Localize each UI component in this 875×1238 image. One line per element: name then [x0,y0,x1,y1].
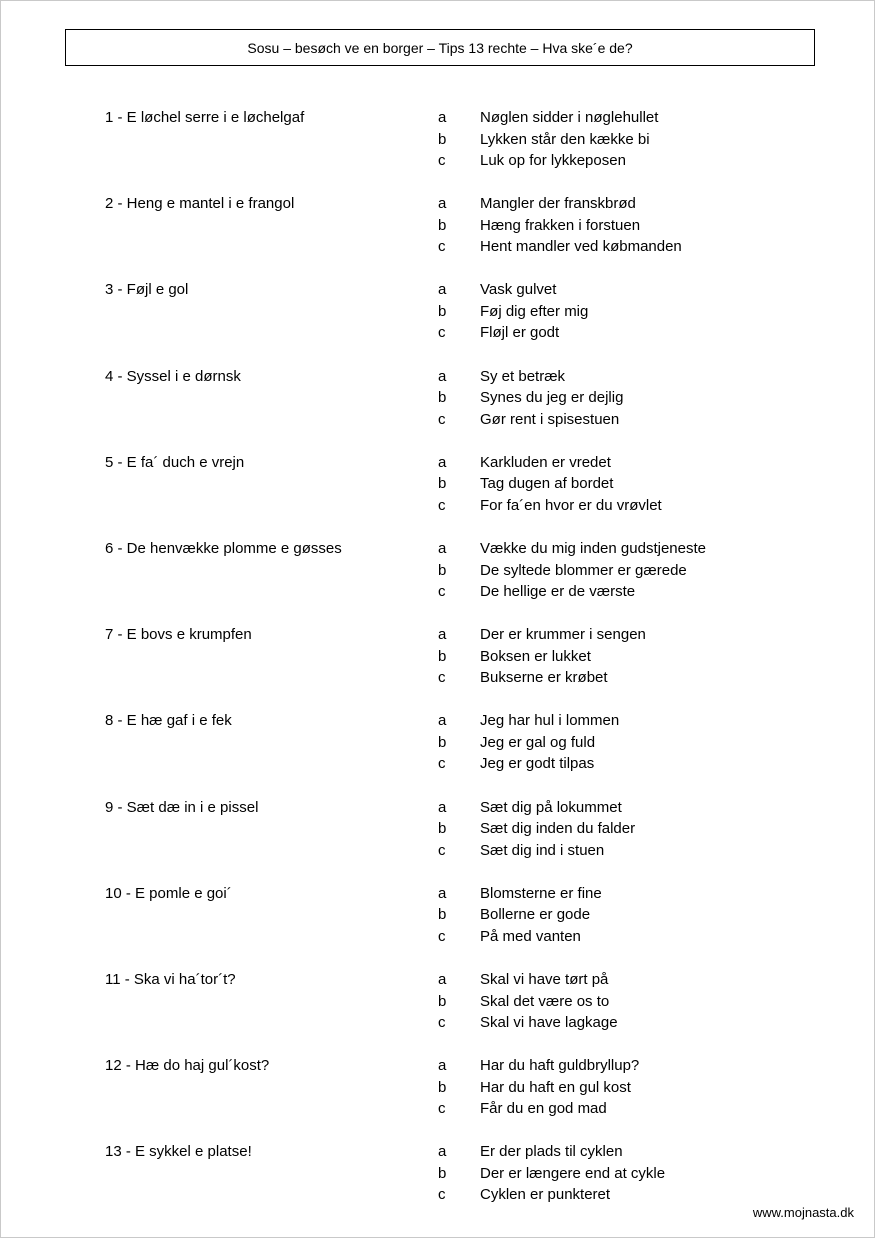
option-text: Skal vi have lagkage [480,1014,618,1031]
option-row [1,818,875,840]
option-letter: b [438,820,447,838]
option-row [1,581,875,603]
footer-url: www.mojnasta.dk [752,1205,854,1220]
option-letter: a [438,453,447,471]
option-letter: c [438,669,446,687]
option-text: Hæng frakken i forstuen [480,216,641,234]
option-letter: a [438,798,447,816]
option-text: Tag dugen af bordet [480,475,614,493]
option-text: De syltede blommer er gærede [480,561,687,579]
option-row [1,991,875,1013]
option-letter: c [438,496,446,514]
question-block [1,279,875,345]
question-block [1,969,875,1035]
option-text: Nøglen sidder i nøglehullet [480,109,659,126]
option-row [1,1012,875,1034]
option-text: Får du en god mad [480,1100,607,1118]
option-text: Der er krummer i sengen [480,626,646,644]
option-row [1,797,875,819]
question-label: 3 - Føjl e gol [105,281,189,299]
option-text: Boksen er lukket [480,647,591,665]
option-letter: c [438,410,446,428]
option-text: Er der plads til cyklen [480,1143,623,1161]
option-row [1,1077,875,1099]
option-row [1,1141,875,1163]
question-block [1,193,875,259]
option-text: Der er længere end at cykle [480,1164,666,1182]
question-label: 9 - Sæt dæ in i e pissel [105,798,259,816]
option-letter: b [438,130,447,148]
option-row [1,473,875,495]
option-letter: a [438,712,447,730]
option-text: Fløjl er godt [480,324,560,342]
option-row [1,107,875,129]
option-row [1,1055,875,1077]
question-label: 4 - Syssel i e dørnsk [105,367,241,385]
option-text: Føj dig efter mig [480,302,589,320]
option-letter: c [438,324,446,342]
option-letter: b [438,1164,447,1182]
question-label: 5 - E fa´ duch e vrejn [105,453,245,471]
option-letter: b [438,992,447,1010]
question-label: 7 - E bovs e krumpfen [105,626,252,644]
question-label: 8 - E hæ gaf i e fek [105,712,232,730]
option-letter: b [438,906,447,924]
option-letter: b [438,389,447,407]
option-text: Sæt dig inden du falder [480,820,636,838]
option-row [1,366,875,388]
option-row [1,1098,875,1120]
option-row [1,883,875,905]
option-letter: b [438,733,447,751]
title-box [65,29,815,66]
option-letter: c [438,152,446,169]
option-row [1,753,875,775]
option-text: De hellige er de værste [480,583,636,600]
option-text: Har du haft guldbryllup? [480,1057,640,1075]
option-text: Vække du mig inden gudstjeneste [480,540,706,557]
option-text: Skal det være os to [480,992,610,1010]
option-letter: c [438,583,446,600]
option-letter: a [438,1143,447,1161]
option-text: Jeg er godt tilpas [480,755,595,773]
question-block [1,797,875,863]
option-row [1,301,875,323]
question-block [1,1055,875,1121]
question-label: 2 - Heng e mantel i e frangol [105,195,295,213]
option-row [1,538,875,560]
option-text: Vask gulvet [480,281,557,299]
option-row [1,193,875,215]
option-letter: c [438,1014,446,1031]
option-letter: a [438,540,447,557]
option-row [1,129,875,151]
page-title: Sosu – besøch ve en borger – Tips 13 rechte – Hva ske´e de? [247,39,633,56]
option-text: Sæt dig på lokummet [480,798,622,816]
option-letter: a [438,1057,447,1075]
option-text: Sy et betræk [480,367,566,385]
option-row [1,732,875,754]
option-letter: a [438,109,447,126]
option-text: For fa´en hvor er du vrøvlet [480,496,662,514]
question-block [1,538,875,604]
option-letter: b [438,216,447,234]
option-text: Mangler der franskbrød [480,195,636,213]
option-row [1,452,875,474]
option-letter: b [438,475,447,493]
option-text: Har du haft en gul kost [480,1078,631,1096]
option-text: Skal vi have tørt på [480,971,609,988]
option-text: Karkluden er vredet [480,453,611,471]
option-letter: c [438,1186,446,1204]
option-letter: a [438,367,447,385]
option-row [1,409,875,431]
question-block [1,1141,875,1207]
option-letter: a [438,971,447,988]
option-letter: c [438,238,446,256]
question-label: 11 - Ska vi ha´tor´t? [105,971,236,988]
option-row [1,840,875,862]
question-label: 6 - De henvække plomme e gøsses [105,540,342,557]
option-text: Gør rent i spisestuen [480,410,620,428]
option-row [1,495,875,517]
question-block [1,107,875,173]
option-row [1,969,875,991]
question-block [1,710,875,776]
option-letter: c [438,755,446,773]
option-letter: b [438,1078,447,1096]
option-text: Cyklen er punkteret [480,1186,611,1204]
option-letter: b [438,302,447,320]
option-letter: b [438,561,447,579]
option-text: Synes du jeg er dejlig [480,389,624,407]
option-row [1,560,875,582]
question-block [1,624,875,690]
option-text: Bukserne er krøbet [480,669,608,687]
option-row [1,624,875,646]
option-text: Hent mandler ved købmanden [480,238,682,256]
option-row [1,1163,875,1185]
option-text: Bollerne er gode [480,906,591,924]
option-row [1,710,875,732]
option-row [1,646,875,668]
question-block [1,366,875,432]
option-letter: a [438,626,447,644]
option-text: Sæt dig ind i stuen [480,841,605,859]
option-letter: a [438,195,447,213]
option-row [1,904,875,926]
option-row [1,236,875,258]
question-label: 10 - E pomle e goi´ [105,884,232,902]
option-row [1,150,875,172]
option-row [1,322,875,344]
option-letter: b [438,647,447,665]
option-row [1,387,875,409]
option-letter: a [438,281,447,299]
question-block [1,883,875,949]
option-row [1,215,875,237]
option-text: Blomsterne er fine [480,884,602,902]
question-label: 1 - E løchel serre i e løchelgaf [105,109,305,126]
option-text: På med vanten [480,927,581,945]
question-block [1,452,875,518]
option-letter: c [438,1100,446,1118]
option-row [1,926,875,948]
question-label: 13 - E sykkel e platse! [105,1143,252,1161]
option-row [1,279,875,301]
option-letter: c [438,927,446,945]
question-label: 12 - Hæ do haj gul´kost? [105,1057,270,1075]
option-text: Luk op for lykkeposen [480,152,626,169]
option-letter: a [438,884,447,902]
option-text: Jeg har hul i lommen [480,712,620,730]
option-text: Jeg er gal og fuld [480,733,596,751]
option-text: Lykken står den kække bi [480,130,650,148]
option-row [1,1184,875,1206]
option-row [1,667,875,689]
option-letter: c [438,841,446,859]
